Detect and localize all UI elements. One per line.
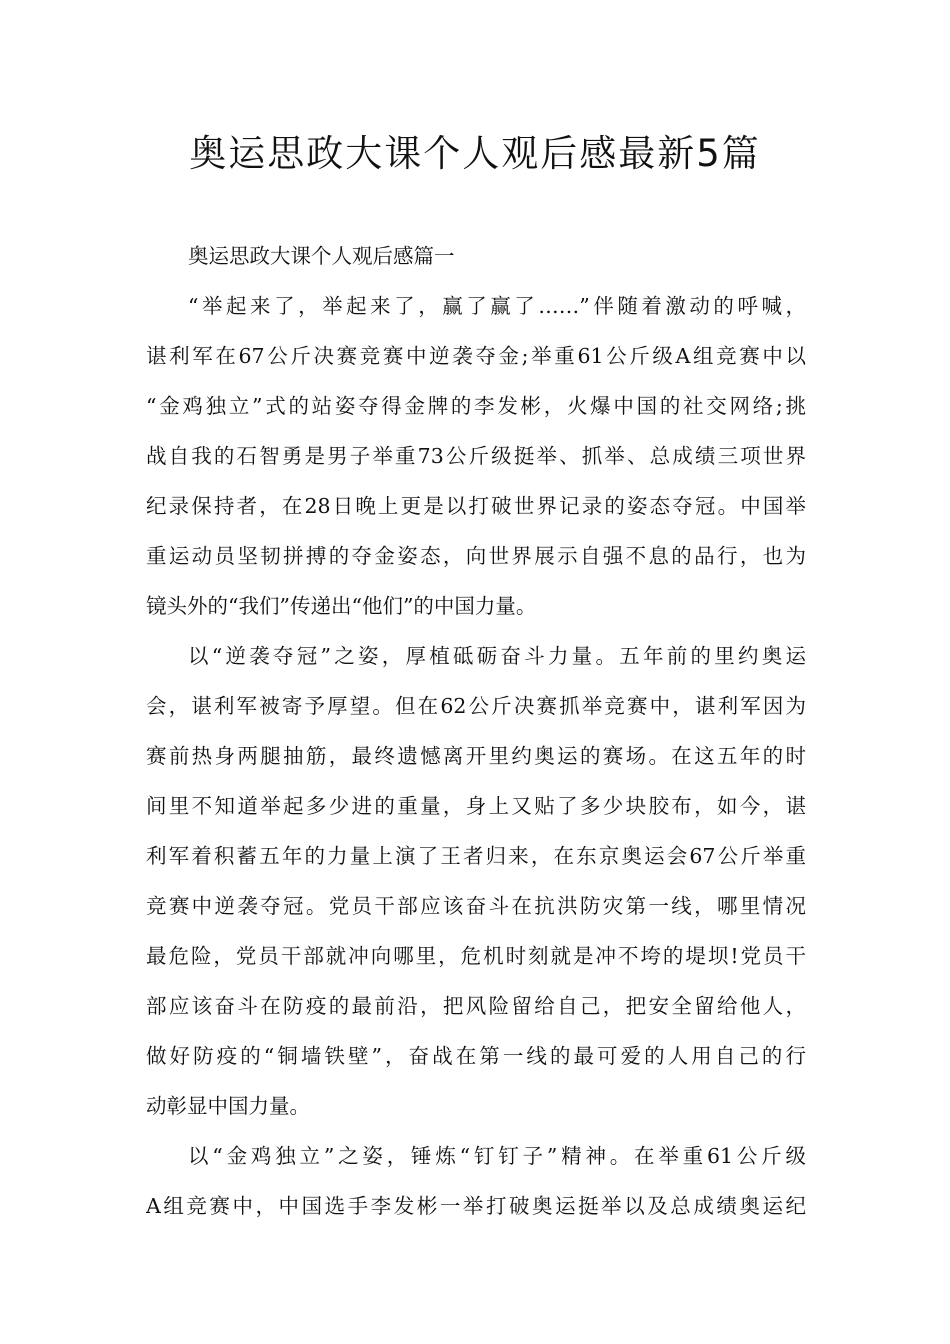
paragraph-line: A组竞赛中，中国选手李发彬一举打破奥运挺举以及总成绩奥运纪 bbox=[146, 1194, 806, 1218]
paragraph-line: 会，谌利军被寄予厚望。但在62公斤决赛抓举竞赛中，谌利军因为 bbox=[146, 694, 806, 718]
paragraph-line: 最危险，党员干部就冲向哪里，危机时刻就是冲不垮的堤坝!党员干 bbox=[146, 944, 806, 968]
paragraph-line: 竞赛中逆袭夺冠。党员干部应该奋斗在抗洪防灾第一线，哪里情况 bbox=[146, 894, 806, 918]
document-body bbox=[146, 231, 806, 1231]
paragraph-line: “举起来了，举起来了，赢了赢了……”伴随着激动的呼喊， bbox=[188, 294, 806, 318]
paragraph-line: 间里不知道举起多少进的重量，身上又贴了多少块胶布，如今，谌 bbox=[146, 794, 806, 818]
paragraph-line: 重运动员坚韧拼搏的夺金姿态，向世界展示自强不息的品行，也为 bbox=[146, 544, 806, 568]
document-title: 奥运思政大课个人观后感最新5篇 bbox=[189, 132, 761, 175]
paragraph-line: 部应该奋斗在防疫的最前沿，把风险留给自己，把安全留给他人， bbox=[146, 994, 806, 1018]
paragraph-line: 战自我的石智勇是男子举重73公斤级挺举、抓举、总成绩三项世界 bbox=[146, 444, 806, 468]
paragraph-line: 以“逆袭夺冠”之姿，厚植砥砺奋斗力量。五年前的里约奥运 bbox=[188, 644, 806, 668]
section-heading: 奥运思政大课个人观后感篇一 bbox=[188, 244, 455, 268]
paragraph-line: 纪录保持者，在28日晚上更是以打破世界记录的姿态夺冠。中国举 bbox=[146, 494, 806, 518]
paragraph-line: “金鸡独立”式的站姿夺得金牌的李发彬，火爆中国的社交网络;挑 bbox=[146, 394, 806, 418]
paragraph-line: 以“金鸡独立”之姿，锤炼“钉钉子”精神。在举重61公斤级 bbox=[188, 1144, 806, 1168]
paragraph-line: 镜头外的“我们”传递出“他们”的中国力量。 bbox=[146, 594, 537, 618]
paragraph-line: 动彰显中国力量。 bbox=[146, 1094, 310, 1118]
paragraph-line: 赛前热身两腿抽筋，最终遗憾离开里约奥运的赛场。在这五年的时 bbox=[146, 744, 806, 768]
paragraph-line: 利军着积蓄五年的力量上演了王者归来，在东京奥运会67公斤举重 bbox=[146, 844, 806, 868]
paragraph-line: 谌利军在67公斤决赛竞赛中逆袭夺金;举重61公斤级A组竞赛中以 bbox=[146, 344, 806, 368]
paragraph-line: 做好防疫的“铜墙铁壁”，奋战在第一线的最可爱的人用自己的行 bbox=[146, 1044, 806, 1068]
